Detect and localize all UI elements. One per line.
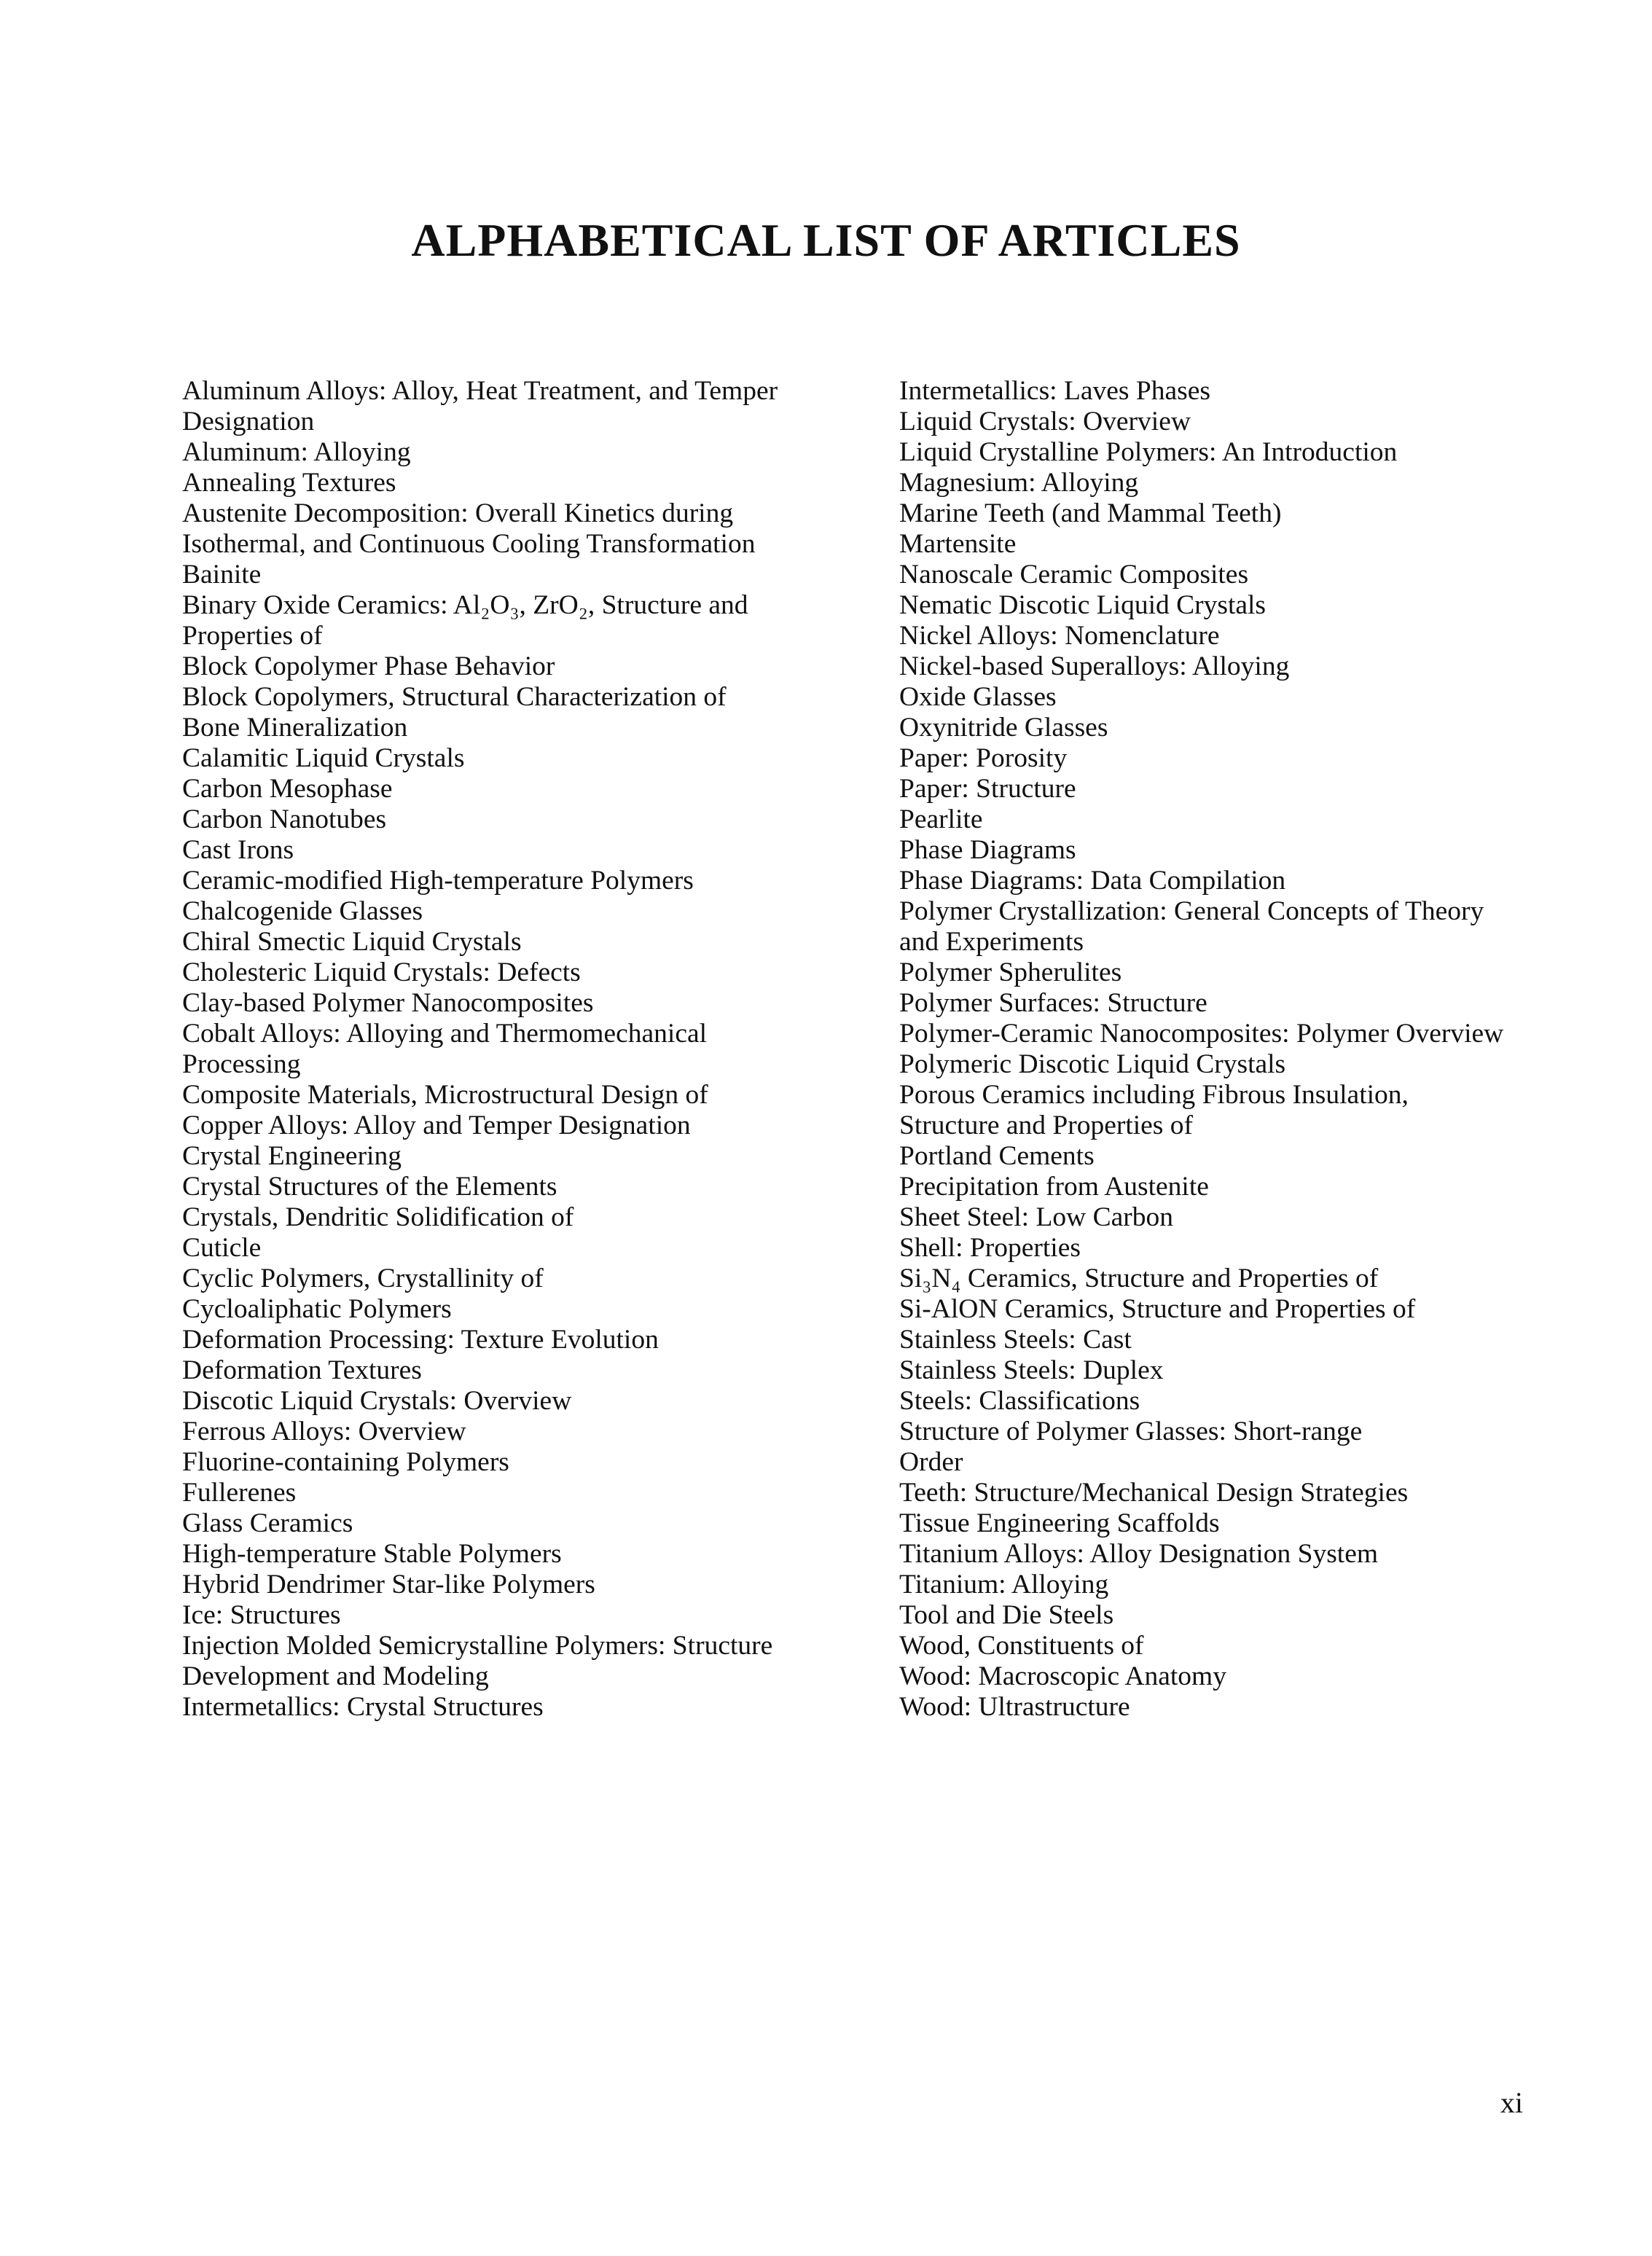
article-title-line: Structure of Polymer Glasses: Short-range: [899, 1417, 1363, 1446]
article-title-line: Liquid Crystalline Polymers: An Introduction: [899, 437, 1398, 467]
article-title-line: Portland Cements: [899, 1141, 1095, 1171]
article-title-continuation: Development and Modeling: [182, 1661, 489, 1691]
article-title-line: Steels: Classifications: [899, 1386, 1140, 1416]
article-entry: [864, 713, 1519, 743]
article-title-line: Austenite Decomposition: Overall Kinetics during: [182, 498, 734, 528]
article-entry: [146, 1508, 824, 1539]
article-entry: [864, 1661, 1519, 1692]
article-entry: [146, 1202, 824, 1233]
article-entry: [146, 560, 824, 590]
article-title-line: Paper: Porosity: [899, 743, 1068, 773]
article-entry: [864, 774, 1519, 804]
article-title-line: Cast Irons: [182, 835, 294, 865]
article-title-line: Discotic Liquid Crystals: Overview: [182, 1386, 572, 1416]
article-title-line: Cholesteric Liquid Crystals: Defects: [182, 957, 581, 987]
article-entry: [864, 804, 1519, 835]
article-title-line: Polymer-Ceramic Nanocomposites: Polymer Overview: [899, 1019, 1504, 1049]
article-entry: [146, 1294, 824, 1325]
article-entry: [864, 1080, 1519, 1141]
article-entry: [864, 1355, 1519, 1386]
article-entry: [864, 1049, 1519, 1080]
article-entry: [146, 1447, 824, 1478]
article-entry: [146, 835, 824, 866]
article-title-continuation: Isothermal, and Continuous Cooling Transformation: [182, 529, 756, 559]
article-title-line: Chiral Smectic Liquid Crystals: [182, 927, 522, 957]
article-entry: [146, 743, 824, 774]
article-entry: [864, 1417, 1519, 1478]
article-title-line: Titanium: Alloying: [899, 1570, 1109, 1599]
article-title-line: Nickel Alloys: Nomenclature: [899, 621, 1220, 651]
article-entry: [146, 1233, 824, 1264]
article-entry: [146, 1570, 824, 1600]
article-entry: [146, 988, 824, 1019]
article-entry: [864, 866, 1519, 896]
article-entry: [864, 1478, 1519, 1508]
article-entry: [864, 682, 1519, 713]
page-title: ALPHABETICAL LIST OF ARTICLES: [411, 214, 1241, 266]
article-title-line: Pearlite: [899, 804, 983, 834]
article-entry: [864, 1539, 1519, 1570]
article-entry: [864, 957, 1519, 988]
article-title-continuation: Order: [899, 1447, 963, 1477]
article-title-line: Glass Ceramics: [182, 1508, 353, 1538]
article-title-continuation: Properties of: [182, 621, 323, 651]
article-title-line: Stainless Steels: Duplex: [899, 1355, 1164, 1385]
article-entry: [146, 1141, 824, 1172]
article-title-line: Sheet Steel: Low Carbon: [899, 1202, 1173, 1232]
article-title-line: Cyclic Polymers, Crystallinity of: [182, 1264, 544, 1293]
article-title-line: Si₃N₄ Ceramics, Structure and Properties of: [899, 1264, 1379, 1293]
article-entry: [146, 1080, 824, 1111]
article-title-line: Wood: Ultrastructure: [899, 1692, 1130, 1722]
article-entry: [146, 1172, 824, 1202]
article-title-continuation: Structure and Properties of: [899, 1111, 1194, 1140]
article-title-line: Martensite: [899, 529, 1017, 559]
article-title-line: Crystal Structures of the Elements: [182, 1172, 557, 1202]
article-entry: [146, 1600, 824, 1631]
article-title-line: Ceramic-modified High-temperature Polymers: [182, 866, 694, 896]
article-title-line: Wood, Constituents of: [899, 1631, 1144, 1661]
page-number: xi: [1500, 2086, 1523, 2119]
article-title-continuation: Processing: [182, 1049, 301, 1079]
article-entry: [864, 468, 1519, 498]
article-entry: [146, 774, 824, 804]
article-title-line: Teeth: Structure/Mechanical Design Strategies: [899, 1478, 1409, 1508]
article-entry: [864, 1294, 1519, 1325]
article-entry: [864, 560, 1519, 590]
article-title-line: Carbon Mesophase: [182, 774, 393, 804]
article-title-line: Tool and Die Steels: [899, 1600, 1114, 1630]
article-entry: [146, 1355, 824, 1386]
article-title-continuation: and Experiments: [899, 927, 1084, 957]
article-title-line: Polymer Surfaces: Structure: [899, 988, 1207, 1018]
article-title-line: Injection Molded Semicrystalline Polymers: Structure: [182, 1631, 773, 1661]
article-entry: [146, 437, 824, 468]
article-entry: [146, 1478, 824, 1508]
article-title-line: Fluorine-containing Polymers: [182, 1447, 509, 1477]
article-title-line: Annealing Textures: [182, 468, 396, 498]
article-entry: [146, 713, 824, 743]
article-entry: [864, 376, 1519, 407]
article-entry: [864, 1264, 1519, 1294]
article-entry: [146, 468, 824, 498]
article-entry: [146, 651, 824, 682]
article-title-line: Bone Mineralization: [182, 713, 408, 743]
article-title-line: Porous Ceramics including Fibrous Insulation,: [899, 1080, 1409, 1110]
article-entry: [864, 651, 1519, 682]
article-entry: [864, 1692, 1519, 1723]
article-entry: [864, 1600, 1519, 1631]
article-title-line: Shell: Properties: [899, 1233, 1081, 1263]
article-title-line: Polymeric Discotic Liquid Crystals: [899, 1049, 1286, 1079]
article-title-line: Carbon Nanotubes: [182, 804, 387, 834]
article-entry: [864, 1202, 1519, 1233]
article-entry: [146, 896, 824, 927]
article-title-line: Chalcogenide Glasses: [182, 896, 423, 926]
article-title-line: Oxynitride Glasses: [899, 713, 1108, 743]
article-title-continuation: Designation: [182, 407, 315, 436]
article-entry: [146, 1539, 824, 1570]
article-entry: [146, 590, 824, 651]
article-entry: [864, 529, 1519, 560]
article-entry: [864, 498, 1519, 529]
article-title-line: Crystal Engineering: [182, 1141, 402, 1171]
article-title-line: Polymer Crystallization: General Concepts of Theory: [899, 896, 1484, 926]
article-title-line: Phase Diagrams: [899, 835, 1076, 865]
article-title-line: Paper: Structure: [899, 774, 1076, 804]
article-entry: [146, 804, 824, 835]
article-entry: [864, 1233, 1519, 1264]
article-title-line: Magnesium: Alloying: [899, 468, 1139, 498]
article-entry: [146, 957, 824, 988]
article-title-line: Stainless Steels: Cast: [899, 1325, 1132, 1355]
article-entry: [864, 1141, 1519, 1172]
article-entry: [864, 621, 1519, 651]
article-entry: [864, 1386, 1519, 1417]
article-title-line: Block Copolymers, Structural Characterization of: [182, 682, 727, 712]
article-title-line: Liquid Crystals: Overview: [899, 407, 1191, 436]
article-title-line: Tissue Engineering Scaffolds: [899, 1508, 1220, 1538]
article-entry: [146, 1019, 824, 1080]
article-list-left-column: [146, 376, 824, 1723]
article-title-line: Marine Teeth (and Mammal Teeth): [899, 498, 1282, 528]
article-entry: [864, 1631, 1519, 1661]
article-entry: [146, 927, 824, 957]
article-entry: [146, 1631, 824, 1692]
article-entry: [146, 866, 824, 896]
article-entry: [146, 1692, 824, 1723]
article-title-line: Intermetallics: Laves Phases: [899, 376, 1210, 406]
article-title-line: Binary Oxide Ceramics: Al₂O₃, ZrO₂, Structure and: [182, 590, 748, 620]
article-title-line: Nickel-based Superalloys: Alloying: [899, 651, 1290, 681]
article-title-line: Aluminum: Alloying: [182, 437, 411, 467]
article-title-line: Precipitation from Austenite: [899, 1172, 1209, 1202]
article-entry: [864, 1570, 1519, 1600]
article-entry: [146, 1386, 824, 1417]
article-title-line: Clay-based Polymer Nanocomposites: [182, 988, 594, 1018]
article-entry: [864, 590, 1519, 621]
article-title-line: Block Copolymer Phase Behavior: [182, 651, 555, 681]
article-list-right-column: [864, 376, 1519, 1723]
article-entry: [146, 498, 824, 560]
article-title-line: Deformation Processing: Texture Evolution: [182, 1325, 659, 1355]
article-title-line: Phase Diagrams: Data Compilation: [899, 866, 1286, 896]
article-title-line: Polymer Spherulites: [899, 957, 1122, 987]
article-entry: [864, 896, 1519, 957]
article-title-line: Copper Alloys: Alloy and Temper Designation: [182, 1111, 691, 1140]
article-title-line: Intermetallics: Crystal Structures: [182, 1692, 544, 1722]
article-title-line: High-temperature Stable Polymers: [182, 1539, 562, 1569]
article-entry: [146, 1111, 824, 1141]
article-title-line: Cycloaliphatic Polymers: [182, 1294, 452, 1324]
article-title-line: Fullerenes: [182, 1478, 297, 1508]
article-entry: [146, 1264, 824, 1294]
article-entry: [864, 1508, 1519, 1539]
article-title-line: Deformation Textures: [182, 1355, 422, 1385]
article-title-line: Oxide Glasses: [899, 682, 1057, 712]
article-title-line: Ice: Structures: [182, 1600, 341, 1630]
article-entry: [864, 1019, 1519, 1049]
article-title-line: Wood: Macroscopic Anatomy: [899, 1661, 1226, 1691]
article-title-line: Nematic Discotic Liquid Crystals: [899, 590, 1267, 620]
article-title-line: Aluminum Alloys: Alloy, Heat Treatment, and Temper: [182, 376, 778, 406]
article-entry: [864, 1325, 1519, 1355]
article-entry: [864, 407, 1519, 437]
article-title-line: Nanoscale Ceramic Composites: [899, 560, 1249, 590]
article-title-line: Bainite: [182, 560, 262, 590]
article-title-line: Composite Materials, Microstructural Design of: [182, 1080, 708, 1110]
article-entry: [864, 1172, 1519, 1202]
article-title-line: Cobalt Alloys: Alloying and Thermomechanical: [182, 1019, 708, 1049]
article-entry: [146, 1417, 824, 1447]
article-title-line: Crystals, Dendritic Solidification of: [182, 1202, 574, 1232]
article-title-line: Ferrous Alloys: Overview: [182, 1417, 466, 1446]
article-title-line: Hybrid Dendrimer Star-like Polymers: [182, 1570, 595, 1599]
article-entry: [146, 682, 824, 713]
article-entry: [864, 988, 1519, 1019]
article-title-line: Titanium Alloys: Alloy Designation System: [899, 1539, 1379, 1569]
article-title-line: Calamitic Liquid Crystals: [182, 743, 465, 773]
article-title-line: Si-AlON Ceramics, Structure and Properties of: [899, 1294, 1416, 1324]
article-entry: [864, 743, 1519, 774]
article-entry: [146, 1325, 824, 1355]
article-entry: [864, 835, 1519, 866]
article-title-line: Cuticle: [182, 1233, 262, 1263]
article-entry: [146, 376, 824, 437]
article-entry: [864, 437, 1519, 468]
